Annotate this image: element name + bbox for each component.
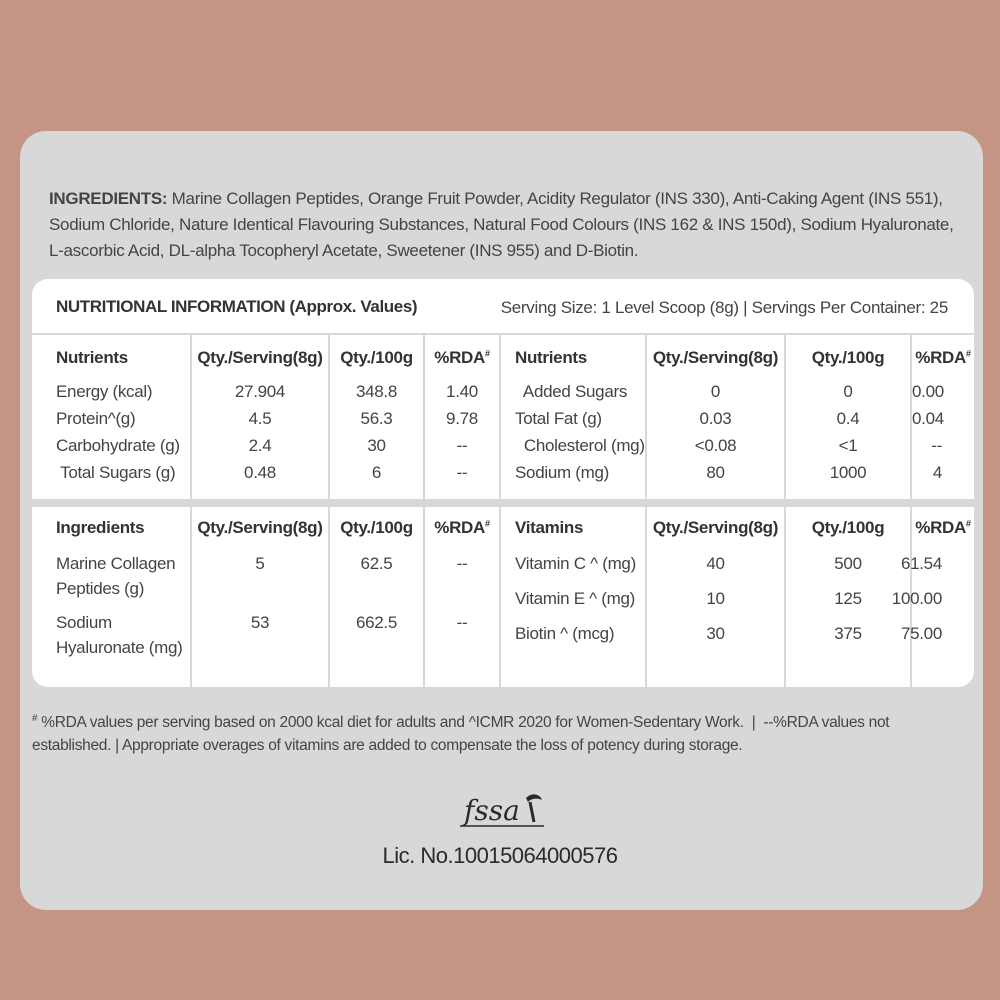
- nutrient-per100: 1000: [829, 463, 867, 482]
- nutrient-serving: 2.4: [248, 436, 272, 455]
- ingredient-serving: 5: [255, 554, 265, 573]
- nutrient-per100: 30: [367, 436, 386, 455]
- fssai-logo-icon: [460, 790, 550, 830]
- ingredients-list: Marine Collagen Peptides, Orange Fruit Powder, Acidity Regulator (INS 330), Anti-Caking Agent (INS 551), Sodium Chloride, Nature Identical Flavouring Substances, Natural Food Colours (INS 162 & INS 150d), Sodium Hyaluronate, L-ascorbic Acid, DL-alpha Tocopheryl Acetate, Sweetener (INS 955) and D-Biotin.: [49, 189, 954, 260]
- footnote-line2: established. | Appropriate overages of vitamins are added to compensate the loss of potency during storage.: [32, 737, 743, 755]
- vitamin-per100: 500: [834, 554, 862, 573]
- nutrient-per100: 348.8: [355, 382, 398, 401]
- header-rda-right: %RDA#: [915, 348, 971, 367]
- nutrient-name: Carbohydrate (g): [56, 436, 180, 455]
- header-qty-serving: Qty./Serving(8g): [197, 518, 323, 537]
- ingredients-text: [49, 186, 969, 264]
- nutrient-rda: 1.40: [446, 382, 478, 401]
- nutrient-rda: 0.04: [912, 409, 944, 428]
- nutrient-serving: 4.5: [248, 409, 272, 428]
- vitamin-rda: 61.54: [900, 554, 942, 573]
- nutrient-per100: 56.3: [360, 409, 393, 428]
- nutrition-header: [32, 279, 974, 335]
- svg-text:fssa: fssa: [464, 794, 520, 827]
- nutrient-rda: --: [931, 436, 942, 455]
- header-ingredients: Ingredients: [56, 518, 145, 537]
- ingredient-per100: 62.5: [360, 554, 393, 573]
- nutrient-name: Energy (kcal): [56, 382, 153, 401]
- ingredient-name-line1: Sodium: [56, 613, 112, 632]
- license-number: Lic. No.10015064000576: [382, 843, 618, 868]
- header-qty-serving-right: Qty./Serving(8g): [652, 518, 779, 537]
- vitamin-per100: 375: [834, 624, 862, 643]
- nutrient-rda: 9.78: [446, 409, 478, 428]
- nutrient-per100: 0.4: [836, 409, 860, 428]
- nutrient-rda: 4: [932, 463, 942, 482]
- ingredient-per100: 662.5: [355, 613, 398, 632]
- nutrient-name: Total Sugars (g): [56, 463, 176, 482]
- header-nutrients-right: Nutrients: [515, 348, 587, 367]
- serving-info: Serving Size: 1 Level Scoop (8g) | Servings Per Container: 25: [500, 298, 948, 317]
- header-qty-serving: Qty./Serving(8g): [197, 348, 323, 367]
- header-vitamins: Vitamins: [515, 518, 584, 537]
- vitamin-per100: 125: [834, 589, 862, 608]
- vitamin-rda: 100.00: [891, 589, 942, 608]
- vitamin-serving: 30: [706, 624, 725, 643]
- ingredient-name-line2: Hyaluronate (mg): [56, 638, 183, 657]
- column-divider: [499, 333, 501, 687]
- nutrient-name: Sodium (mg): [515, 463, 610, 482]
- nutrient-rda: 0.00: [912, 382, 944, 401]
- ingredient-serving: 53: [250, 613, 270, 632]
- nutrient-serving: 80: [706, 463, 725, 482]
- nutrient-name: Cholesterol (mg): [515, 436, 645, 455]
- header-rda-right: %RDA#: [915, 518, 971, 537]
- nutrient-serving: 27.904: [234, 382, 286, 401]
- ingredient-name-line2: Peptides (g): [56, 579, 145, 598]
- nutrition-title: NUTRITIONAL INFORMATION (Approx. Values): [56, 297, 418, 316]
- nutrient-per100: <1: [838, 436, 858, 455]
- header-rda: %RDA#: [434, 518, 490, 537]
- vitamin-serving: 10: [706, 589, 725, 608]
- ingredient-rda: --: [456, 613, 468, 632]
- header-qty-serving-right: Qty./Serving(8g): [652, 348, 779, 367]
- nutrient-name: Protein^(g): [56, 409, 136, 428]
- nutrient-rda: --: [456, 463, 468, 482]
- ingredient-name-line1: Marine Collagen: [56, 554, 176, 573]
- vitamin-serving: 40: [706, 554, 725, 573]
- footnote: [32, 707, 972, 757]
- nutrient-serving: <0.08: [694, 436, 737, 455]
- vitamin-name: Biotin ^ (mcg): [515, 624, 615, 643]
- nutrient-name: Total Fat (g): [515, 409, 602, 428]
- vitamin-name: Vitamin E ^ (mg): [515, 589, 636, 608]
- nutrient-per100: 0: [843, 382, 853, 401]
- footnote-line1: # %RDA values per serving based on 2000 kcal diet for adults and ^ICMR 2020 for Women-Sedentary Work. | --%RDA values not: [32, 713, 890, 732]
- header-qty-100g-right: Qty./100g: [811, 348, 885, 367]
- section-divider: [32, 499, 974, 507]
- header-rda: %RDA#: [434, 348, 490, 367]
- nutrient-name: Added Sugars: [515, 382, 628, 401]
- nutrient-per100: 6: [371, 463, 382, 482]
- nutrient-serving: 0.48: [244, 463, 276, 482]
- nutrient-serving: 0: [710, 382, 721, 401]
- header-qty-100g-right: Qty./100g: [811, 518, 885, 537]
- nutrient-rda: --: [456, 436, 468, 455]
- vitamin-name: Vitamin C ^ (mg): [515, 554, 636, 573]
- vitamin-rda: 75.00: [900, 624, 942, 643]
- nutrient-serving: 0.03: [699, 409, 732, 428]
- nutrition-panel: [32, 279, 974, 687]
- header-nutrients: Nutrients: [56, 348, 128, 367]
- header-qty-100g: Qty./100g: [340, 348, 413, 367]
- ingredient-rda: --: [456, 554, 468, 573]
- header-qty-100g: Qty./100g: [340, 518, 413, 537]
- ingredients-label: INGREDIENTS:: [49, 189, 168, 208]
